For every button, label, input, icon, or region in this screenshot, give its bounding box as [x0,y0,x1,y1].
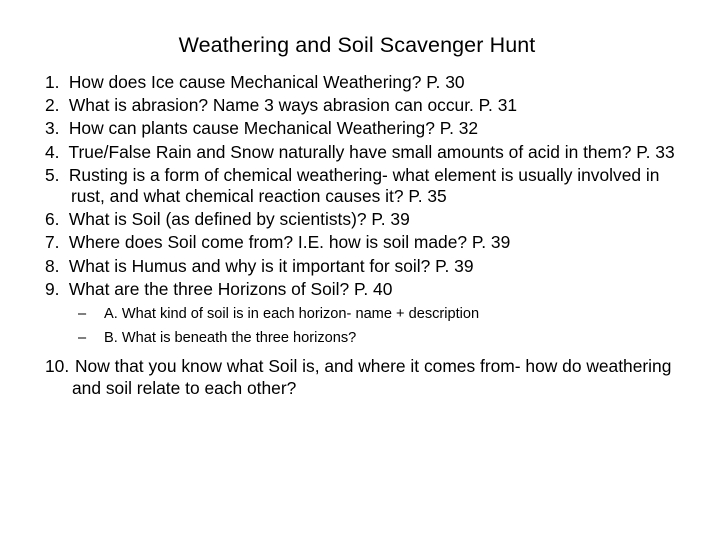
question-text: How can plants cause Mechanical Weathering? P. 32 [68,118,479,139]
question-number: 8. [45,255,60,276]
question-number: 3. [45,118,60,139]
question-item-7 [45,232,685,253]
question-number: 2. [45,95,60,116]
question-item-1 [45,72,685,93]
subquestion-text: B. What is beneath the three horizons? [104,329,357,346]
subquestion-list [45,303,685,350]
question-number: 7. [45,232,60,253]
question-item-3 [45,118,685,139]
question-item-8 [45,256,685,277]
question-text: What are the three Horizons of Soil? P. 40 [68,278,393,299]
question-text: True/False Rain and Snow naturally have small amounts of acid in them? P. 33 [68,141,675,162]
question-text: Rusting is a form of chemical weathering- what element is usually involved in rust, and what chemical reaction causes it? P. 35 [68,164,660,207]
question-item-2 [45,95,685,116]
subquestion-text: A. What kind of soil is in each horizon- name + description [104,306,480,323]
question-item-4 [45,142,685,163]
subquestion-item-a [45,303,685,327]
question-item-9 [45,279,685,300]
question-number: 4. [45,141,60,162]
dash-bullet-icon: – [78,306,87,323]
question-text: Where does Soil come from? I.E. how is soil made? P. 39 [68,232,511,253]
question-text: What is Humus and why is it important for soil? P. 39 [68,255,474,276]
question-text: How does Ice cause Mechanical Weathering? P. 30 [68,72,465,92]
question-item-6 [45,209,685,230]
question-number: 9. [45,278,60,299]
page-title: Weathering and Soil Scavenger Hunt [178,33,536,57]
subquestion-item-b [45,327,685,351]
question-item-10 [45,356,685,399]
question-number: 6. [45,209,60,230]
subquestion-group [45,303,685,350]
question-list [45,72,685,399]
dash-bullet-icon: – [78,329,87,346]
question-text: What is abrasion? Name 3 ways abrasion can occur. P. 31 [68,95,518,116]
question-text: What is Soil (as defined by scientists)? P. 39 [68,209,410,230]
question-item-5 [45,165,685,207]
question-text: Now that you know what Soil is, and where it comes from- how do weathering and soil relate to each other? [72,356,672,398]
question-number: 10. [45,356,70,377]
question-number: 1. [45,72,60,92]
question-number: 5. [45,164,60,185]
